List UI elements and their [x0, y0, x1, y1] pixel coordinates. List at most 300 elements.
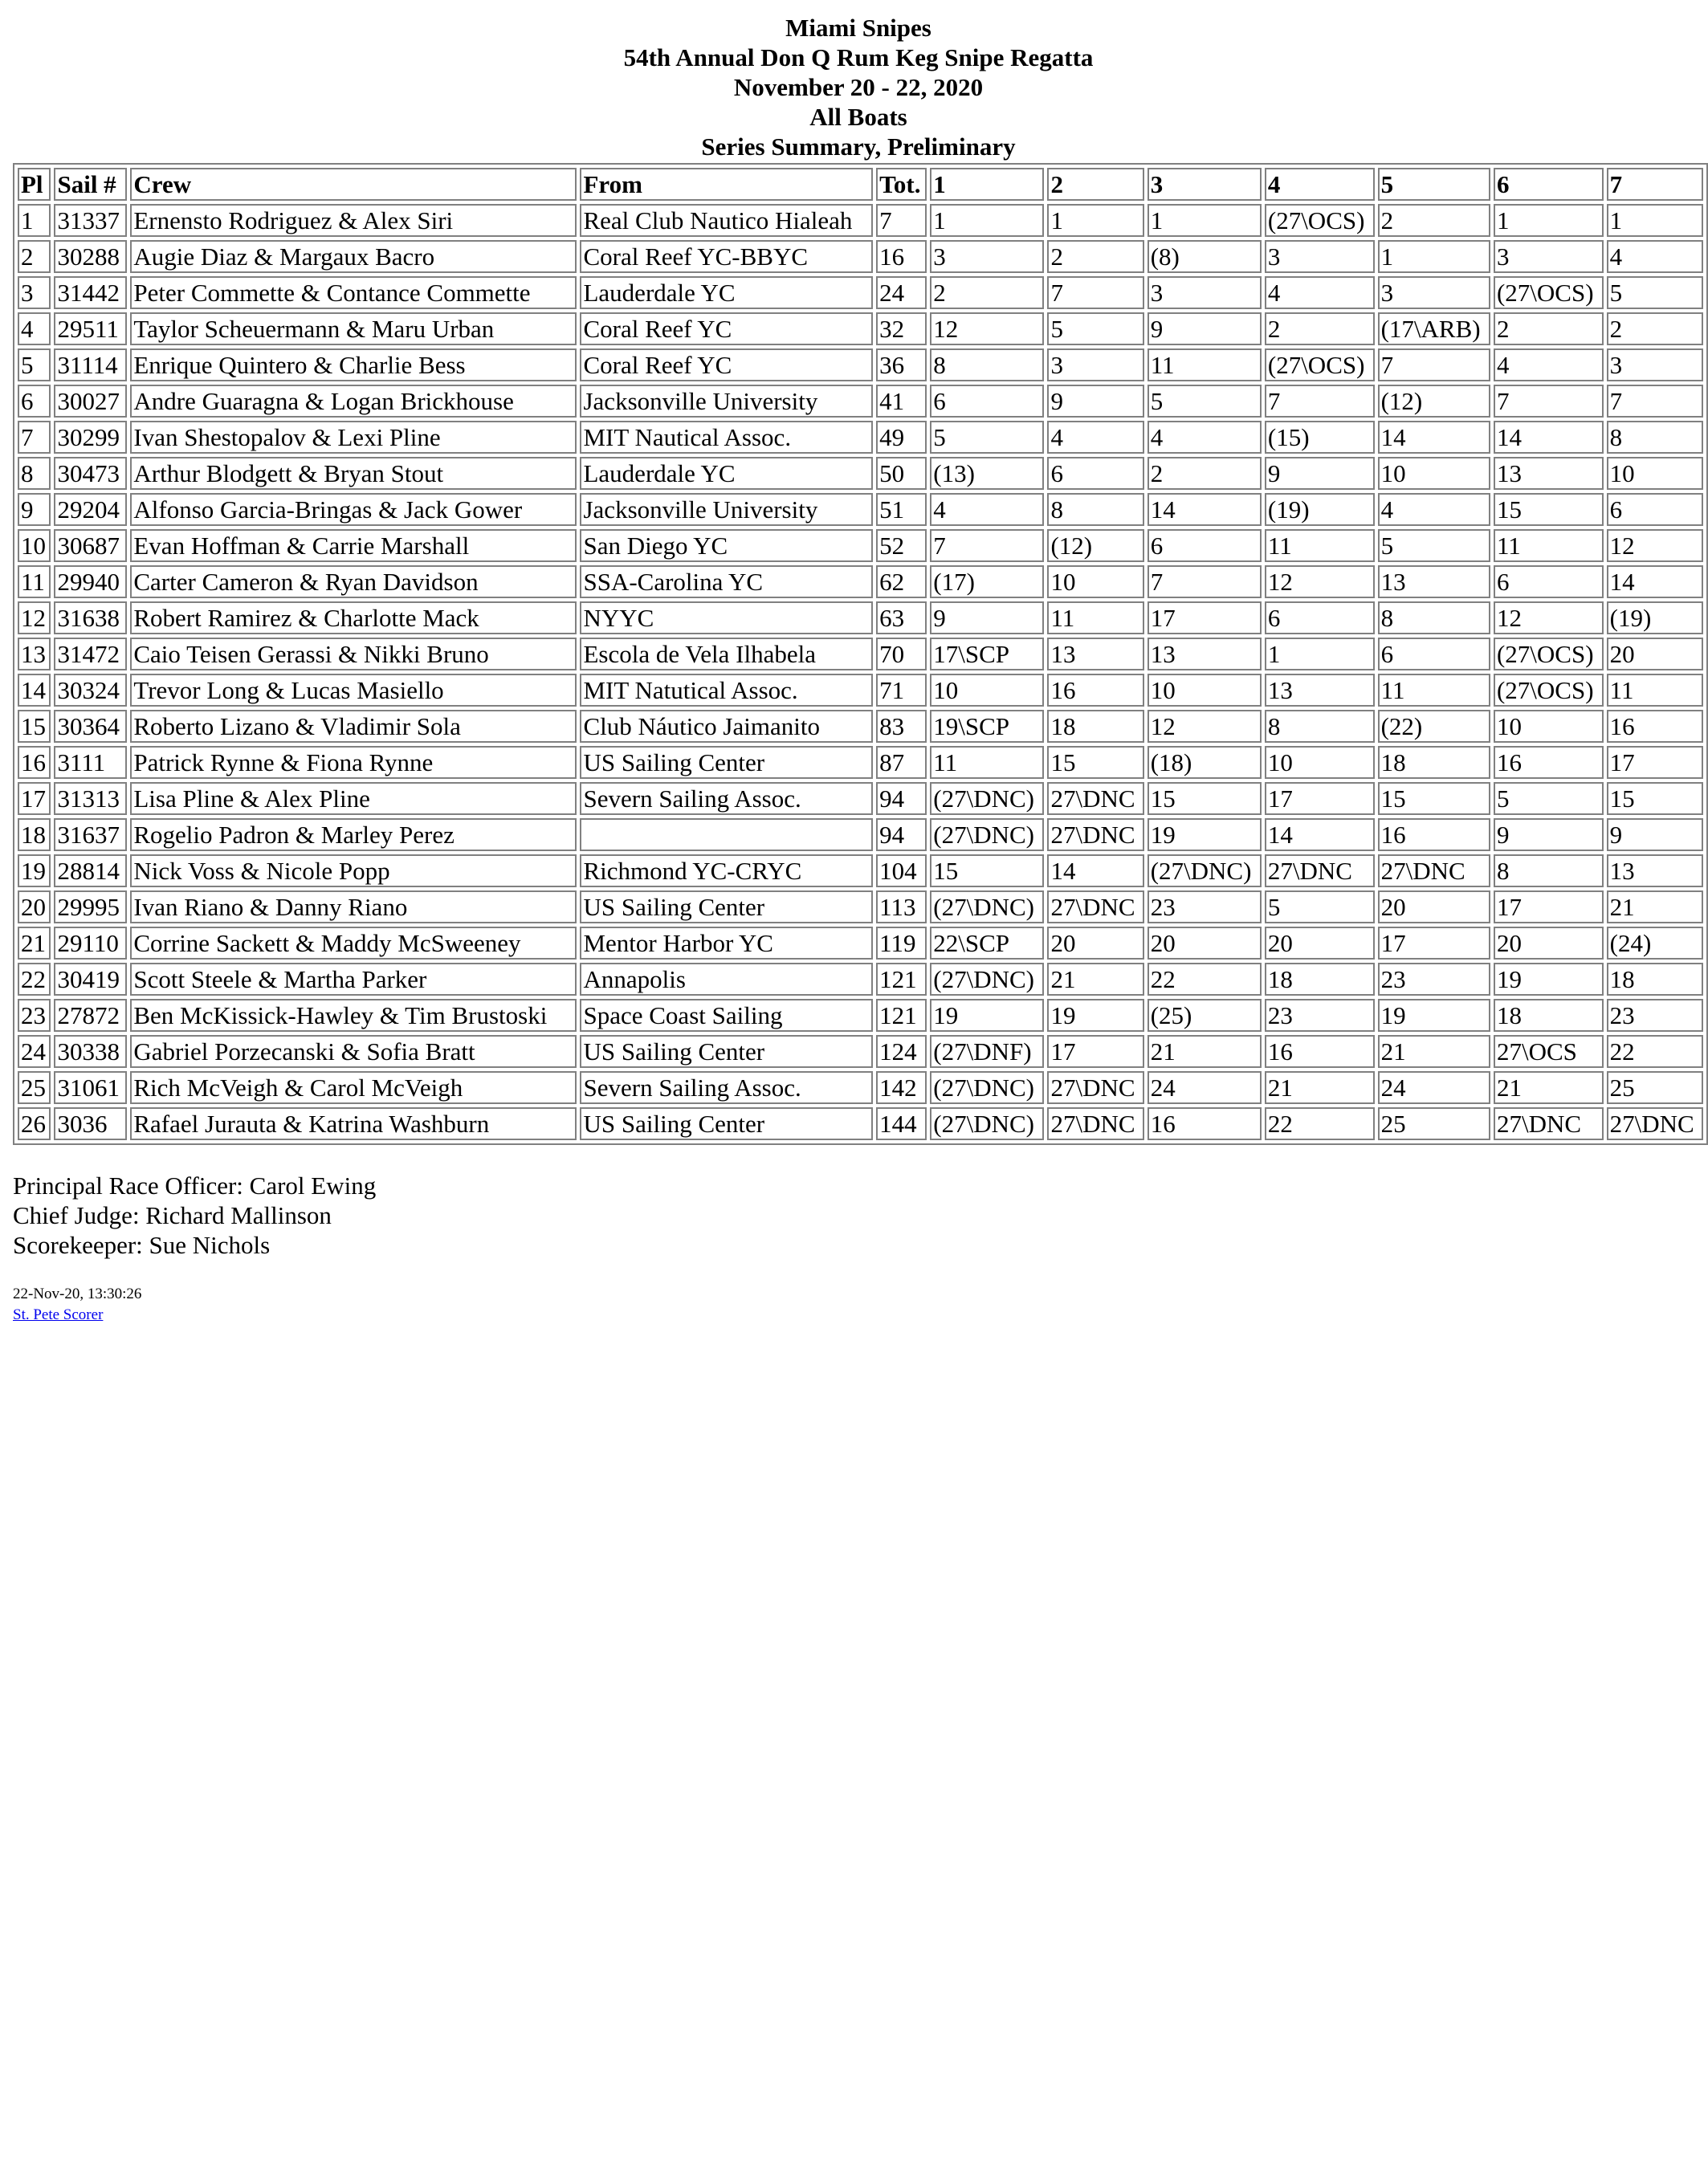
cell-total: 113	[876, 890, 927, 923]
cell-race-2: 20	[1047, 927, 1143, 960]
cell-crew: Nick Voss & Nicole Popp	[130, 854, 577, 887]
cell-crew: Corrine Sackett & Maddy McSweeney	[130, 927, 577, 960]
cell-race-7: 17	[1607, 746, 1703, 779]
cell-race-3: 6	[1147, 529, 1262, 562]
cell-race-4: 9	[1265, 457, 1375, 490]
cell-race-3: 10	[1147, 674, 1262, 707]
table-row	[18, 782, 1703, 815]
cell-from: San Diego YC	[580, 529, 873, 562]
cell-sail-number: 30364	[54, 710, 127, 743]
cell-race-7: 1	[1607, 204, 1703, 237]
column-header-from: From	[580, 168, 873, 201]
cell-race-7: 23	[1607, 999, 1703, 1032]
cell-place: 5	[18, 348, 51, 381]
cell-crew: Roberto Lizano & Vladimir Sola	[130, 710, 577, 743]
table-row	[18, 1107, 1703, 1140]
cell-race-4: 17	[1265, 782, 1375, 815]
cell-sail-number: 3111	[54, 746, 127, 779]
column-header-race-2: 2	[1047, 168, 1143, 201]
cell-race-4: 21	[1265, 1071, 1375, 1104]
cell-sail-number: 30687	[54, 529, 127, 562]
cell-race-2: 18	[1047, 710, 1143, 743]
cell-from: Real Club Nautico Hialeah	[580, 204, 873, 237]
cell-race-1: 2	[930, 276, 1044, 309]
cell-race-3: 5	[1147, 385, 1262, 418]
cell-race-2: 19	[1047, 999, 1143, 1032]
results-body	[18, 204, 1703, 1140]
cell-race-7: 9	[1607, 818, 1703, 851]
table-row	[18, 710, 1703, 743]
cell-race-2: 27\DNC	[1047, 1071, 1143, 1104]
cell-sail-number: 29204	[54, 493, 127, 526]
cell-race-7: 3	[1607, 348, 1703, 381]
cell-sail-number: 31472	[54, 638, 127, 670]
cell-race-1: 4	[930, 493, 1044, 526]
cell-race-2: (12)	[1047, 529, 1143, 562]
cell-race-6: 14	[1494, 421, 1604, 454]
cell-race-4: 1	[1265, 638, 1375, 670]
table-row	[18, 890, 1703, 923]
cell-crew: Trevor Long & Lucas Masiello	[130, 674, 577, 707]
fleet-name: All Boats	[809, 103, 907, 131]
cell-race-6: (27\OCS)	[1494, 276, 1604, 309]
cell-race-6: 1	[1494, 204, 1604, 237]
cell-total: 104	[876, 854, 927, 887]
cell-from: Annapolis	[580, 963, 873, 996]
cell-total: 121	[876, 999, 927, 1032]
cell-total: 63	[876, 601, 927, 634]
cell-race-4: 12	[1265, 565, 1375, 598]
cell-place: 12	[18, 601, 51, 634]
cell-total: 142	[876, 1071, 927, 1104]
column-header-race-5: 5	[1378, 168, 1490, 201]
cell-race-4: 4	[1265, 276, 1375, 309]
cell-total: 52	[876, 529, 927, 562]
cell-race-4: 27\DNC	[1265, 854, 1375, 887]
table-row	[18, 601, 1703, 634]
cell-race-2: 10	[1047, 565, 1143, 598]
cell-race-4: (19)	[1265, 493, 1375, 526]
column-header-race-7: 7	[1607, 168, 1703, 201]
cell-race-5: 27\DNC	[1378, 854, 1490, 887]
cell-crew: Peter Commette & Contance Commette	[130, 276, 577, 309]
cell-race-3: 15	[1147, 782, 1262, 815]
cell-sail-number: 29110	[54, 927, 127, 960]
cell-race-1: (27\DNC)	[930, 818, 1044, 851]
cell-race-3: (25)	[1147, 999, 1262, 1032]
cell-race-4: (27\OCS)	[1265, 348, 1375, 381]
cell-race-5: 20	[1378, 890, 1490, 923]
cell-place: 4	[18, 312, 51, 345]
cell-race-1: 10	[930, 674, 1044, 707]
column-header-sail-number: Sail #	[54, 168, 127, 201]
principal-race-officer: Principal Race Officer: Carol Ewing	[13, 1172, 377, 1200]
cell-race-2: 9	[1047, 385, 1143, 418]
cell-race-4: 3	[1265, 240, 1375, 273]
table-row	[18, 927, 1703, 960]
cell-from: Severn Sailing Assoc.	[580, 1071, 873, 1104]
cell-sail-number: 30473	[54, 457, 127, 490]
cell-race-3: 12	[1147, 710, 1262, 743]
cell-place: 7	[18, 421, 51, 454]
cell-race-1: 19\SCP	[930, 710, 1044, 743]
header-row	[18, 168, 1703, 201]
cell-sail-number: 29511	[54, 312, 127, 345]
cell-crew: Ernensto Rodriguez & Alex Siri	[130, 204, 577, 237]
cell-race-1: 15	[930, 854, 1044, 887]
cell-from: Space Coast Sailing	[580, 999, 873, 1032]
cell-race-7: 2	[1607, 312, 1703, 345]
cell-race-1: 9	[930, 601, 1044, 634]
cell-race-7: (19)	[1607, 601, 1703, 634]
cell-race-6: 19	[1494, 963, 1604, 996]
cell-from: Mentor Harbor YC	[580, 927, 873, 960]
cell-race-1: (27\DNC)	[930, 1071, 1044, 1104]
cell-race-7: 12	[1607, 529, 1703, 562]
cell-crew: Scott Steele & Martha Parker	[130, 963, 577, 996]
cell-crew: Andre Guaragna & Logan Brickhouse	[130, 385, 577, 418]
cell-race-2: 11	[1047, 601, 1143, 634]
cell-from: Coral Reef YC	[580, 312, 873, 345]
cell-race-1: 1	[930, 204, 1044, 237]
cell-race-6: 10	[1494, 710, 1604, 743]
cell-crew: Gabriel Porzecanski & Sofia Bratt	[130, 1035, 577, 1068]
cell-place: 19	[18, 854, 51, 887]
cell-race-6: 5	[1494, 782, 1604, 815]
cell-race-2: 21	[1047, 963, 1143, 996]
cell-total: 50	[876, 457, 927, 490]
cell-total: 41	[876, 385, 927, 418]
cell-crew: Arthur Blodgett & Bryan Stout	[130, 457, 577, 490]
cell-place: 18	[18, 818, 51, 851]
cell-crew: Rogelio Padron & Marley Perez	[130, 818, 577, 851]
cell-race-6: 9	[1494, 818, 1604, 851]
cell-sail-number: 29940	[54, 565, 127, 598]
cell-total: 32	[876, 312, 927, 345]
table-row	[18, 204, 1703, 237]
cell-race-6: 6	[1494, 565, 1604, 598]
column-header-race-1: 1	[930, 168, 1044, 201]
table-row	[18, 421, 1703, 454]
cell-race-5: 19	[1378, 999, 1490, 1032]
cell-place: 20	[18, 890, 51, 923]
cell-race-7: 6	[1607, 493, 1703, 526]
summary-title: Series Summary, Preliminary	[701, 132, 1016, 161]
cell-race-7: 25	[1607, 1071, 1703, 1104]
cell-from	[580, 818, 873, 851]
cell-total: 119	[876, 927, 927, 960]
chief-judge: Chief Judge: Richard Mallinson	[13, 1201, 332, 1229]
cell-race-7: 11	[1607, 674, 1703, 707]
cell-from: Escola de Vela Ilhabela	[580, 638, 873, 670]
cell-race-6: 17	[1494, 890, 1604, 923]
cell-race-4: 14	[1265, 818, 1375, 851]
cell-sail-number: 30324	[54, 674, 127, 707]
cell-sail-number: 30299	[54, 421, 127, 454]
cell-race-5: 18	[1378, 746, 1490, 779]
cell-place: 24	[18, 1035, 51, 1068]
cell-race-4: 2	[1265, 312, 1375, 345]
cell-race-3: 7	[1147, 565, 1262, 598]
cell-race-5: 3	[1378, 276, 1490, 309]
cell-race-4: 23	[1265, 999, 1375, 1032]
cell-race-5: 13	[1378, 565, 1490, 598]
cell-race-2: 27\DNC	[1047, 890, 1143, 923]
cell-sail-number: 30027	[54, 385, 127, 418]
cell-from: Jacksonville University	[580, 385, 873, 418]
cell-race-1: (27\DNC)	[930, 782, 1044, 815]
cell-race-7: 27\DNC	[1607, 1107, 1703, 1140]
cell-total: 94	[876, 818, 927, 851]
scorer-link[interactable]: St. Pete Scorer	[13, 1306, 104, 1323]
cell-race-7: 16	[1607, 710, 1703, 743]
cell-race-7: 7	[1607, 385, 1703, 418]
cell-place: 13	[18, 638, 51, 670]
cell-crew: Ivan Shestopalov & Lexi Pline	[130, 421, 577, 454]
cell-race-4: 13	[1265, 674, 1375, 707]
cell-sail-number: 30419	[54, 963, 127, 996]
cell-crew: Carter Cameron & Ryan Davidson	[130, 565, 577, 598]
header-block	[13, 13, 1704, 161]
cell-race-1: 17\SCP	[930, 638, 1044, 670]
table-row	[18, 963, 1703, 996]
cell-race-1: 11	[930, 746, 1044, 779]
cell-total: 24	[876, 276, 927, 309]
cell-place: 9	[18, 493, 51, 526]
table-row	[18, 1071, 1703, 1104]
cell-race-5: 1	[1378, 240, 1490, 273]
cell-race-6: 12	[1494, 601, 1604, 634]
cell-race-3: 3	[1147, 276, 1262, 309]
cell-race-5: 21	[1378, 1035, 1490, 1068]
cell-race-1: 22\SCP	[930, 927, 1044, 960]
cell-sail-number: 3036	[54, 1107, 127, 1140]
cell-race-6: 11	[1494, 529, 1604, 562]
column-header-race-3: 3	[1147, 168, 1262, 201]
cell-race-3: 14	[1147, 493, 1262, 526]
cell-place: 6	[18, 385, 51, 418]
cell-place: 26	[18, 1107, 51, 1140]
table-row	[18, 457, 1703, 490]
cell-place: 10	[18, 529, 51, 562]
table-row	[18, 854, 1703, 887]
cell-total: 83	[876, 710, 927, 743]
cell-total: 144	[876, 1107, 927, 1140]
timestamp: 22-Nov-20, 13:30:26	[13, 1286, 142, 1302]
cell-sail-number: 31061	[54, 1071, 127, 1104]
cell-race-4: 18	[1265, 963, 1375, 996]
cell-race-1: (13)	[930, 457, 1044, 490]
cell-total: 62	[876, 565, 927, 598]
cell-race-4: 10	[1265, 746, 1375, 779]
cell-race-5: 6	[1378, 638, 1490, 670]
cell-crew: Ben McKissick-Hawley & Tim Brustoski	[130, 999, 577, 1032]
cell-from: Lauderdale YC	[580, 276, 873, 309]
cell-race-3: 24	[1147, 1071, 1262, 1104]
cell-race-1: (27\DNF)	[930, 1035, 1044, 1068]
cell-crew: Robert Ramirez & Charlotte Mack	[130, 601, 577, 634]
table-row	[18, 674, 1703, 707]
cell-total: 124	[876, 1035, 927, 1068]
event-title: 54th Annual Don Q Rum Keg Snipe Regatta	[623, 43, 1094, 71]
cell-sail-number: 28814	[54, 854, 127, 887]
cell-race-2: 4	[1047, 421, 1143, 454]
cell-crew: Augie Diaz & Margaux Bacro	[130, 240, 577, 273]
cell-race-4: (27\OCS)	[1265, 204, 1375, 237]
results-table	[13, 163, 1708, 1145]
cell-sail-number: 31442	[54, 276, 127, 309]
cell-race-6: 15	[1494, 493, 1604, 526]
cell-total: 36	[876, 348, 927, 381]
cell-race-1: 3	[930, 240, 1044, 273]
race-officials	[13, 1171, 1704, 1260]
cell-from: NYYC	[580, 601, 873, 634]
cell-total: 16	[876, 240, 927, 273]
cell-total: 49	[876, 421, 927, 454]
cell-race-3: 4	[1147, 421, 1262, 454]
cell-from: US Sailing Center	[580, 890, 873, 923]
cell-race-5: 2	[1378, 204, 1490, 237]
cell-race-7: 18	[1607, 963, 1703, 996]
cell-total: 71	[876, 674, 927, 707]
cell-race-5: 14	[1378, 421, 1490, 454]
cell-race-1: (27\DNC)	[930, 963, 1044, 996]
cell-race-1: (27\DNC)	[930, 890, 1044, 923]
cell-crew: Rafael Jurauta & Katrina Washburn	[130, 1107, 577, 1140]
cell-place: 14	[18, 674, 51, 707]
cell-place: 15	[18, 710, 51, 743]
table-row	[18, 999, 1703, 1032]
cell-race-5: 17	[1378, 927, 1490, 960]
cell-race-3: 16	[1147, 1107, 1262, 1140]
cell-race-5: 15	[1378, 782, 1490, 815]
cell-race-1: 5	[930, 421, 1044, 454]
cell-race-5: 10	[1378, 457, 1490, 490]
cell-crew: Ivan Riano & Danny Riano	[130, 890, 577, 923]
table-row	[18, 240, 1703, 273]
cell-crew: Taylor Scheuermann & Maru Urban	[130, 312, 577, 345]
cell-from: Richmond YC-CRYC	[580, 854, 873, 887]
cell-race-6: 7	[1494, 385, 1604, 418]
cell-sail-number: 29995	[54, 890, 127, 923]
cell-crew: Caio Teisen Gerassi & Nikki Bruno	[130, 638, 577, 670]
cell-place: 8	[18, 457, 51, 490]
cell-race-2: 15	[1047, 746, 1143, 779]
cell-race-3: 21	[1147, 1035, 1262, 1068]
cell-race-6: 27\DNC	[1494, 1107, 1604, 1140]
cell-race-6: (27\OCS)	[1494, 674, 1604, 707]
cell-place: 17	[18, 782, 51, 815]
cell-race-5: 25	[1378, 1107, 1490, 1140]
cell-race-5: (12)	[1378, 385, 1490, 418]
cell-from: Severn Sailing Assoc.	[580, 782, 873, 815]
cell-race-2: 27\DNC	[1047, 1107, 1143, 1140]
cell-race-2: 6	[1047, 457, 1143, 490]
cell-race-4: 20	[1265, 927, 1375, 960]
cell-race-7: 13	[1607, 854, 1703, 887]
table-row	[18, 565, 1703, 598]
cell-race-3: 17	[1147, 601, 1262, 634]
table-row	[18, 493, 1703, 526]
cell-sail-number: 31313	[54, 782, 127, 815]
club-name: Miami Snipes	[785, 14, 931, 42]
cell-total: 121	[876, 963, 927, 996]
cell-race-2: 27\DNC	[1047, 782, 1143, 815]
cell-place: 1	[18, 204, 51, 237]
table-row	[18, 276, 1703, 309]
cell-race-2: 7	[1047, 276, 1143, 309]
cell-race-5: 23	[1378, 963, 1490, 996]
cell-race-2: 5	[1047, 312, 1143, 345]
cell-from: MIT Natutical Assoc.	[580, 674, 873, 707]
cell-crew: Patrick Rynne & Fiona Rynne	[130, 746, 577, 779]
cell-race-3: 2	[1147, 457, 1262, 490]
cell-crew: Alfonso Garcia-Bringas & Jack Gower	[130, 493, 577, 526]
cell-crew: Enrique Quintero & Charlie Bess	[130, 348, 577, 381]
cell-race-5: 24	[1378, 1071, 1490, 1104]
cell-race-7: 8	[1607, 421, 1703, 454]
cell-race-7: 14	[1607, 565, 1703, 598]
cell-from: Coral Reef YC	[580, 348, 873, 381]
cell-race-6: 18	[1494, 999, 1604, 1032]
cell-race-6: 3	[1494, 240, 1604, 273]
cell-place: 23	[18, 999, 51, 1032]
cell-crew: Evan Hoffman & Carrie Marshall	[130, 529, 577, 562]
cell-race-6: (27\OCS)	[1494, 638, 1604, 670]
cell-from: Coral Reef YC-BBYC	[580, 240, 873, 273]
table-row	[18, 312, 1703, 345]
cell-race-4: 22	[1265, 1107, 1375, 1140]
cell-race-5: 4	[1378, 493, 1490, 526]
cell-race-2: 1	[1047, 204, 1143, 237]
cell-race-7: 5	[1607, 276, 1703, 309]
cell-race-4: (15)	[1265, 421, 1375, 454]
cell-from: SSA-Carolina YC	[580, 565, 873, 598]
cell-race-6: 20	[1494, 927, 1604, 960]
cell-race-6: 4	[1494, 348, 1604, 381]
cell-race-3: (27\DNC)	[1147, 854, 1262, 887]
cell-race-6: 8	[1494, 854, 1604, 887]
cell-sail-number: 31337	[54, 204, 127, 237]
cell-place: 3	[18, 276, 51, 309]
cell-race-2: 27\DNC	[1047, 818, 1143, 851]
event-dates: November 20 - 22, 2020	[733, 73, 984, 101]
cell-sail-number: 31114	[54, 348, 127, 381]
cell-race-1: 8	[930, 348, 1044, 381]
cell-race-5: 7	[1378, 348, 1490, 381]
scorekeeper: Scorekeeper: Sue Nichols	[13, 1231, 271, 1259]
cell-race-3: 11	[1147, 348, 1262, 381]
cell-race-7: 21	[1607, 890, 1703, 923]
cell-race-7: 15	[1607, 782, 1703, 815]
cell-race-7: 20	[1607, 638, 1703, 670]
table-row	[18, 638, 1703, 670]
cell-race-3: 13	[1147, 638, 1262, 670]
cell-sail-number: 27872	[54, 999, 127, 1032]
cell-total: 51	[876, 493, 927, 526]
column-header-race-4: 4	[1265, 168, 1375, 201]
cell-race-3: 19	[1147, 818, 1262, 851]
footer	[13, 1284, 1704, 1326]
table-row	[18, 746, 1703, 779]
table-row	[18, 529, 1703, 562]
cell-race-7: 4	[1607, 240, 1703, 273]
cell-race-3: 9	[1147, 312, 1262, 345]
cell-race-3: (8)	[1147, 240, 1262, 273]
cell-sail-number: 31638	[54, 601, 127, 634]
cell-race-4: 11	[1265, 529, 1375, 562]
cell-race-4: 8	[1265, 710, 1375, 743]
